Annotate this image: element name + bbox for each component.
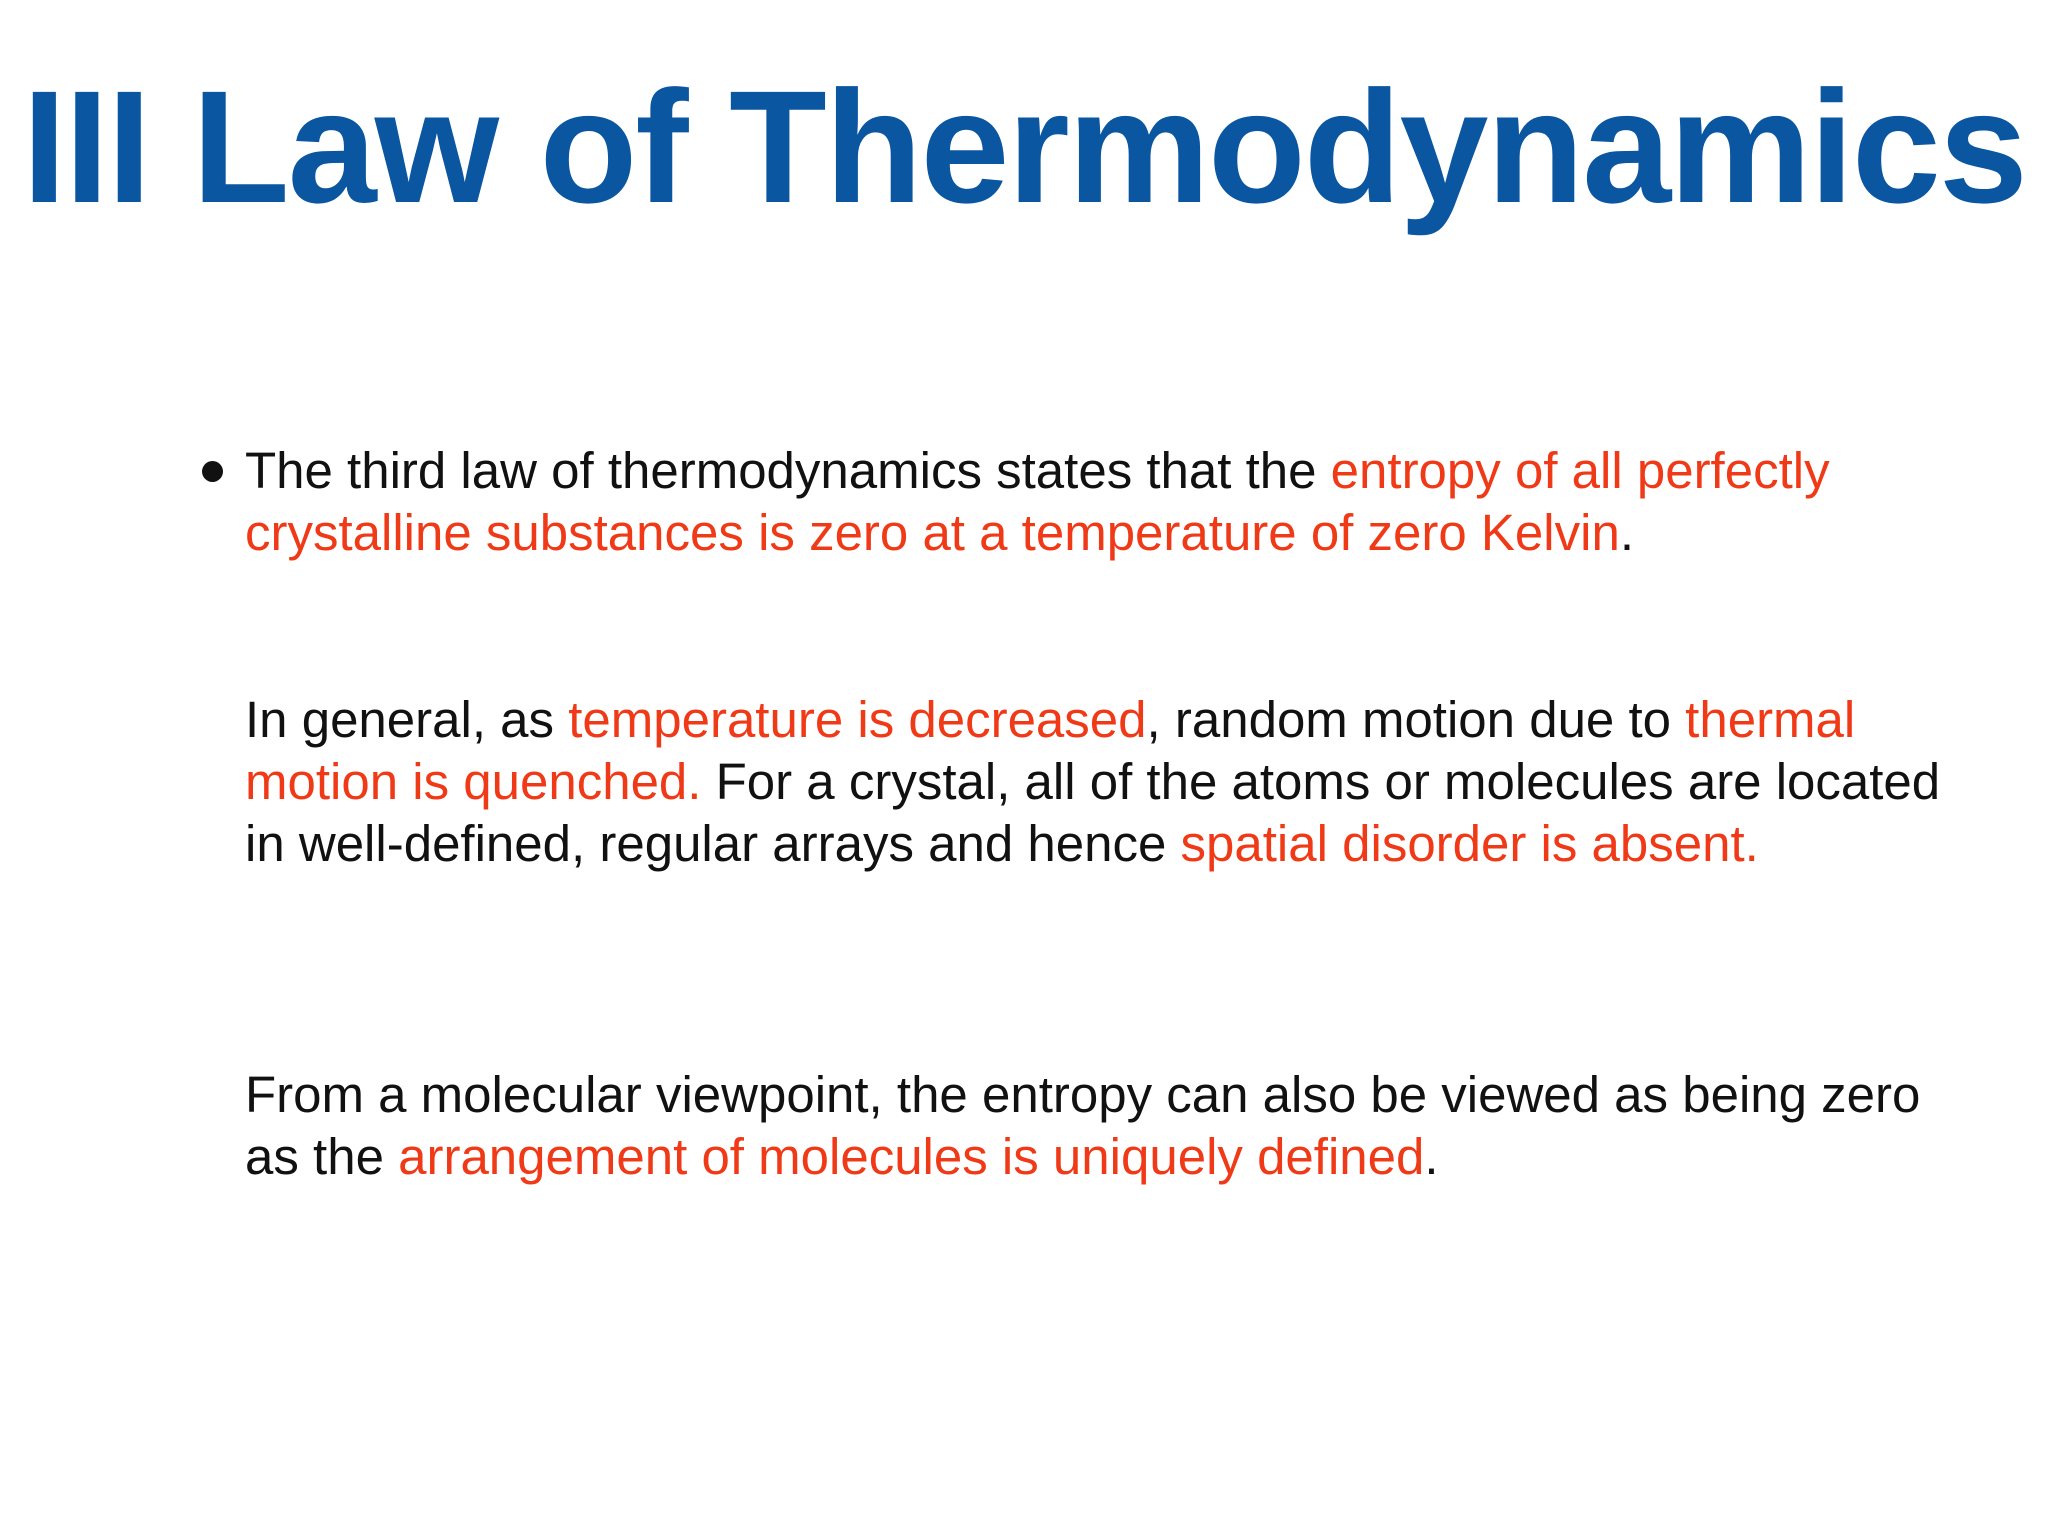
text-segment: . bbox=[1619, 504, 1634, 561]
text-segment: , random motion due to bbox=[1146, 691, 1686, 748]
highlighted-text: spatial disorder is absent. bbox=[1180, 815, 1759, 872]
paragraph-general bbox=[245, 689, 1965, 875]
highlighted-text: temperature is decreased bbox=[568, 691, 1147, 748]
bullet-dot-icon bbox=[202, 461, 223, 482]
text-segment: In general, as bbox=[245, 691, 569, 748]
text-segment: From a molecular viewpoint, the entropy can also be viewed as being zero as the bbox=[245, 1066, 1921, 1185]
highlighted-text: entropy of all perfectly crystalline substances is zero at a temperature of zero Kelvin bbox=[245, 442, 1830, 561]
paragraph-third-law bbox=[245, 440, 1965, 564]
text-segment: . bbox=[1424, 1128, 1439, 1185]
paragraph-molecular-viewpoint bbox=[245, 1064, 1965, 1188]
text-segment: For a crystal, all of the atoms or molecules are located in well-defined, regular arrays and hence bbox=[245, 753, 1941, 872]
text-segment: The third law of thermodynamics states that the bbox=[245, 442, 1331, 499]
highlighted-text: arrangement of molecules is uniquely defined bbox=[398, 1128, 1425, 1185]
slide-title: III Law of Thermodynamics bbox=[22, 57, 2026, 236]
highlighted-text: thermal motion is quenched. bbox=[245, 691, 1856, 810]
